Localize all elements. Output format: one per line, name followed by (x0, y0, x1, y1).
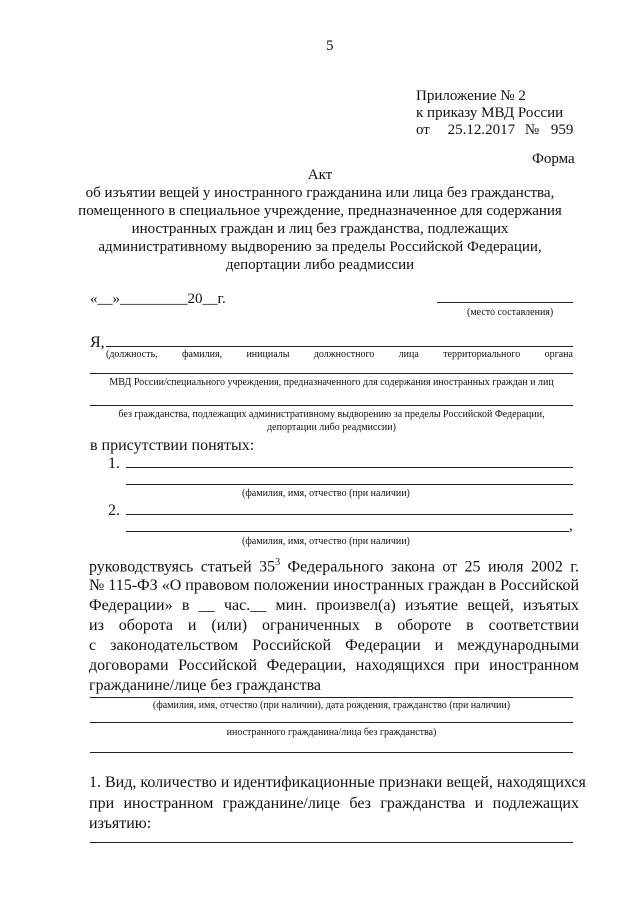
ya-caption-word: лица (398, 349, 419, 360)
witness-2-caption: (фамилия, имя, отчество (при наличии) (242, 536, 410, 547)
appendix-line-2: к приказу МВД России (416, 105, 564, 121)
ya-caption-word: фамилия, (182, 349, 223, 360)
place-line (437, 302, 573, 303)
appendix-number: 959 (550, 122, 574, 138)
place-caption: (место составления) (467, 307, 554, 318)
title-line-1: об изъятии вещей у иностранного гражданина или лица без гражданства, (85, 185, 555, 201)
title-line-3: иностранных граждан и лиц без гражданства, подлежащих (131, 221, 509, 237)
appendix-line-1: Приложение № 2 (416, 88, 526, 104)
appendix-number-sign: № (524, 122, 540, 138)
ya-caption-4: депортации либо реадмиссии) (267, 422, 396, 433)
date-line: «__»_________20__г. (90, 291, 226, 307)
person-caption-1: (фамилия, имя, отчество (при наличии), дата рождения, гражданство (при наличии) (152, 700, 511, 711)
person-caption-2: иностранного гражданина/лица без гражданства) (226, 727, 437, 738)
ya-caption-word: инициалы (246, 349, 290, 360)
act-heading: Акт (307, 167, 333, 183)
body-line-1-sup: 3 (275, 557, 281, 568)
appendix-line-3 (416, 122, 573, 139)
ya-caption-3: без гражданства, подлежащих административному выдворению за пределы Российской Федерации, (118, 409, 545, 420)
ya-line-1 (106, 346, 573, 347)
body-line-2: № 115-ФЗ «О правовом положении иностранных граждан в Российской (89, 577, 579, 594)
witness-1-line-2 (126, 484, 573, 485)
ya-caption-word: (должность, (106, 349, 158, 360)
section1-line-2: при иностранном гражданине/лице без гражданства и подлежащих (89, 795, 579, 812)
witness-1-caption: (фамилия, имя, отчество (при наличии) (242, 488, 410, 499)
body-line-1 (89, 557, 579, 576)
body-line-1b: Федерального закона от 25 июля 2002 г. (280, 558, 579, 576)
ya-caption-1 (106, 349, 573, 360)
body-line-1a: руководствуясь статьей 35 (89, 558, 276, 576)
body-line-3: Федерации» в __ час.__ мин. произвел(а) изъятие вещей, изъятых (89, 597, 579, 614)
witness-1-number: 1. (108, 455, 120, 472)
page-number: 5 (326, 38, 334, 54)
body-line-7: гражданине/лице без гражданства (89, 677, 322, 694)
witness-2-line (126, 514, 573, 515)
person-line-2 (90, 722, 573, 723)
person-line-1 (90, 697, 573, 698)
section1-line-3: изъятию: (89, 815, 152, 832)
form-label: Форма (532, 151, 575, 167)
body-line-6: договорами Российской Федерации, находящихся при иностранном (89, 657, 579, 674)
ya-label: Я, (90, 334, 105, 351)
section1-line (90, 842, 573, 843)
body-line-5: с законодательством Российской Федерации и международными (89, 637, 579, 654)
appendix-date: 25.12.2017 (447, 122, 516, 138)
witness-1-line (126, 467, 573, 468)
ya-caption-2: МВД России/специального учреждения, предназначенного для содержания иностранных граждан и лиц (109, 377, 554, 388)
body-line-4: из оборота и (или) ограниченных в обороте в соответствии (89, 617, 579, 634)
ya-caption-word: территориального (443, 349, 521, 360)
title-line-4: административному выдворению за пределы Российской Федерации, (98, 239, 542, 255)
ya-caption-word: должностного (313, 349, 375, 360)
witness-2-number: 2. (108, 502, 120, 519)
title-line-5: депортации либо реадмиссии (225, 257, 415, 273)
appendix-from: от (416, 122, 430, 138)
ya-line-3 (90, 405, 573, 406)
ya-line-2 (90, 373, 573, 374)
section1-line-1: 1. Вид, количество и идентификационные признаки вещей, находящихся (89, 774, 586, 791)
person-line-3 (90, 752, 573, 753)
witness-2-line-2 (126, 531, 569, 532)
witnesses-label: в присутствии понятых: (90, 437, 255, 454)
witness-comma: , (569, 518, 573, 534)
title-line-2: помещенного в специальное учреждение, предназначенное для содержания (78, 203, 562, 219)
ya-caption-word: органа (544, 349, 573, 360)
